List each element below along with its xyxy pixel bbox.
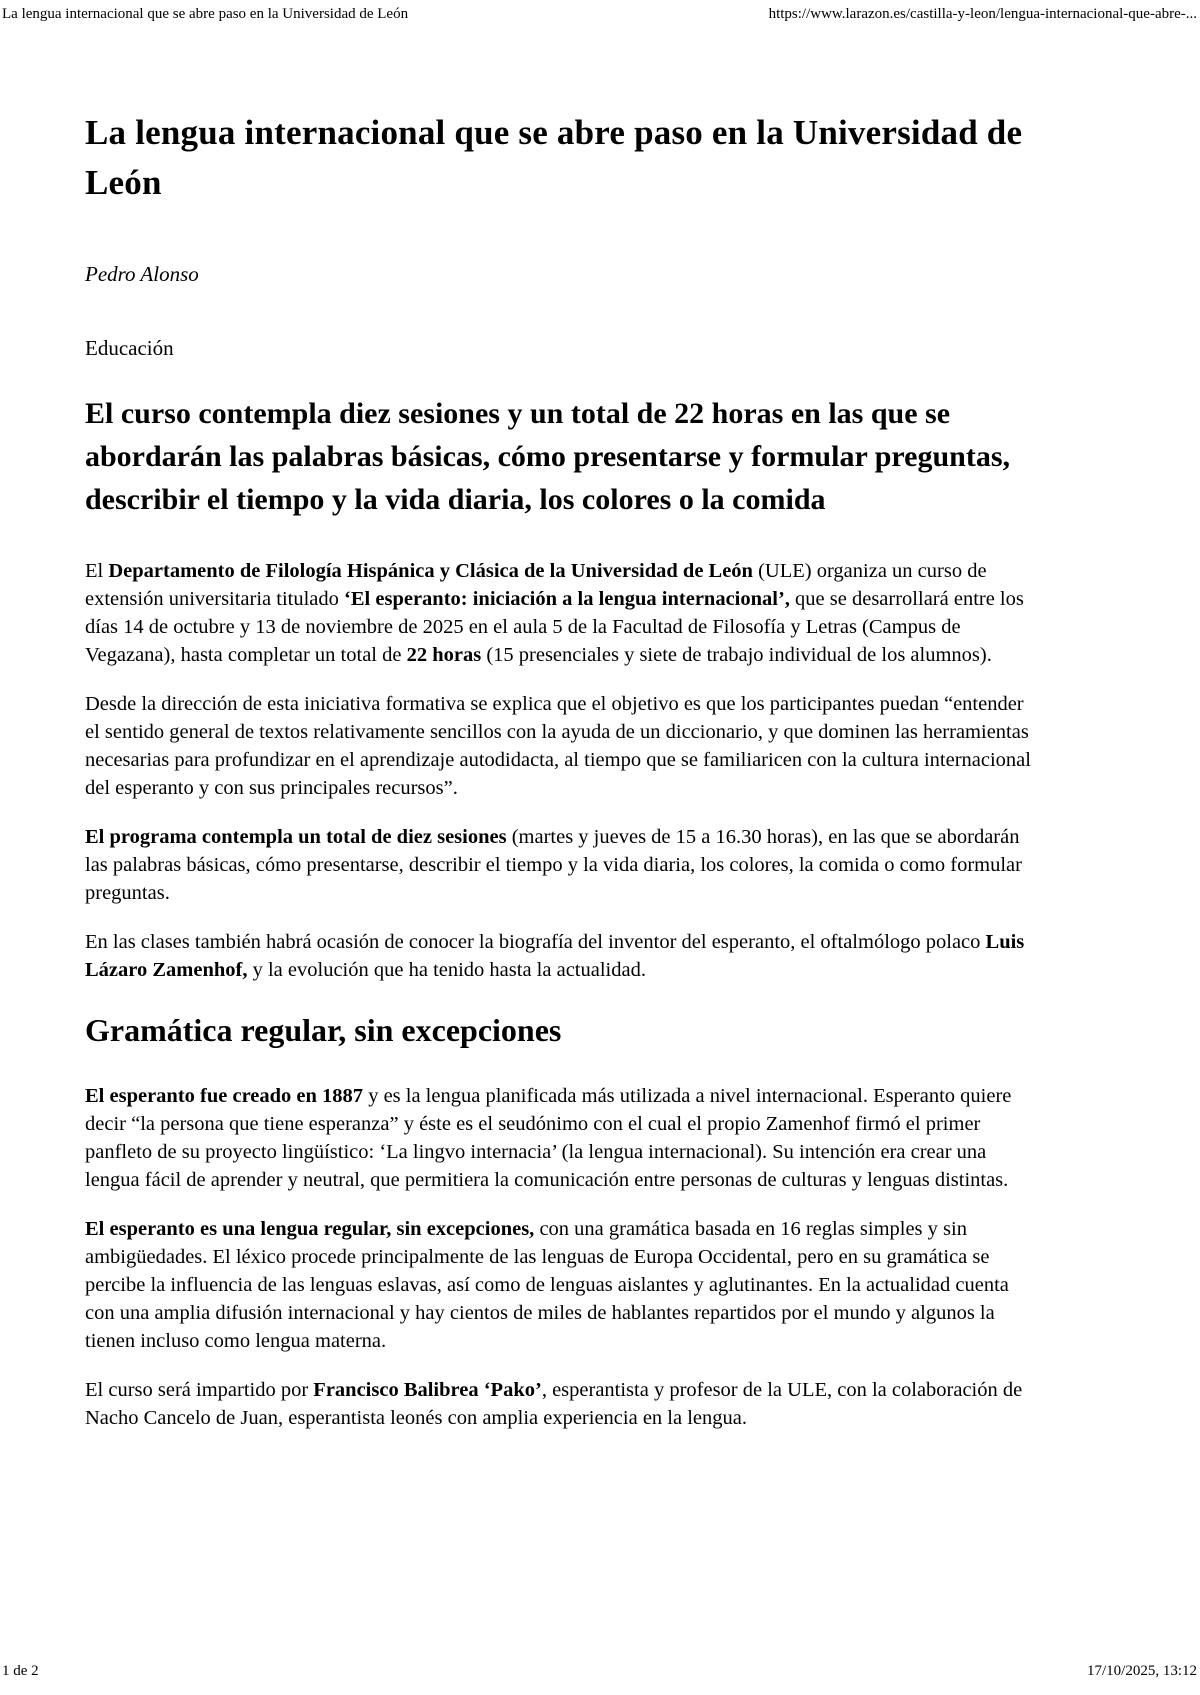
print-header bbox=[2, 4, 1197, 24]
bold-text: El esperanto fue creado en 1887 bbox=[85, 1085, 364, 1107]
print-timestamp: 17/10/2025, 13:12 bbox=[1086, 1663, 1197, 1679]
print-header-document-title: La lengua internacional que se abre paso en la Universidad de León bbox=[2, 6, 409, 22]
article-title: La lengua internacional que se abre paso en la Universidad de León bbox=[85, 113, 1023, 202]
bold-text: ‘El esperanto: iniciación a la lengua internacional’, bbox=[344, 588, 790, 610]
bold-text: El esperanto es una lengua regular, sin excepciones, bbox=[85, 1218, 535, 1240]
article-paragraph: El programa contempla un total de diez sesiones (martes y jueves de 15 a 16.30 horas), en las que se abordarán las palabras básicas, cómo presentarse, describir el tiempo y la vida diaria, los colores, la comida o como formular preguntas. bbox=[85, 826, 1022, 904]
article bbox=[85, 108, 1035, 1453]
article-paragraph: El esperanto fue creado en 1887 y es la lengua planificada más utilizada a nivel internacional. Esperanto quiere decir “la persona que tiene esperanza” y éste es el seudónimo con el cual el propio Zamenhof firmó el primer panfleto de su proyecto lingüístico: ‘La lingvo internacia’ (la lengua internacional). Su intención era crear una lengua fácil de aprender y neutral, que permitiera la comunicación entre personas de culturas y lenguas distintas. bbox=[85, 1085, 1012, 1191]
article-paragraph: El curso será impartido por Francisco Balibrea ‘Pako’, esperantista y profesor de la ULE, con la colaboración de Nacho Cancelo de Juan, esperantista leonés con amplia experiencia en la lengua. bbox=[85, 1379, 1023, 1429]
page-number-indicator: 1 de 2 bbox=[2, 1663, 39, 1679]
article-paragraph: El Departamento de Filología Hispánica y Clásica de la Universidad de León (ULE) organiza un curso de extensión universitaria titulado ‘El esperanto: iniciación a la lengua internacional’, que se desarrollará entre los días 14 de octubre y 13 de noviembre de 2025 en el aula 5 de la Facultad de Filosofía y Letras (Campus de Vegazana), hasta completar un total de 22 horas (15 presenciales y siete de trabajo individual de los alumnos). bbox=[85, 560, 1024, 666]
article-section-label: Educación bbox=[85, 336, 174, 360]
bold-text: Francisco Balibrea ‘Pako’ bbox=[313, 1379, 542, 1401]
bold-text: El programa contempla un total de diez sesiones bbox=[85, 826, 507, 848]
print-footer bbox=[2, 1661, 1197, 1681]
bold-text: 22 horas bbox=[406, 644, 482, 666]
article-paragraph: En las clases también habrá ocasión de conocer la biografía del inventor del esperanto, el oftalmólogo polaco Luis Lázaro Zamenhof, y la evolución que ha tenido hasta la actualidad. bbox=[85, 931, 1025, 981]
bold-text: Departamento de Filología Hispánica y Clásica de la Universidad de León bbox=[108, 560, 753, 582]
article-byline: Pedro Alonso bbox=[85, 262, 199, 286]
article-body bbox=[85, 557, 1035, 1432]
article-paragraph: Desde la dirección de esta iniciativa formativa se explica que el objetivo es que los participantes puedan “entender el sentido general de textos relativamente sencillos con la ayuda de un diccionario, y que dominen las herramientas necesarias para profundizar en el aprendizaje autodidacta, al tiempo que se familiaricen con la cultura internacional del esperanto y con sus principales recursos”. bbox=[85, 693, 1031, 799]
print-header-url: https://www.larazon.es/castilla-y-leon/lengua-internacional-que-abre-... bbox=[768, 6, 1197, 22]
article-standfirst: El curso contempla diez sesiones y un total de 22 horas en las que se abordarán las palabras básicas, cómo presentarse y formular preguntas, describir el tiempo y la vida diaria, los colores o la comida bbox=[85, 397, 1011, 516]
section-heading: Gramática regular, sin excepciones bbox=[85, 1012, 562, 1048]
article-paragraph: El esperanto es una lengua regular, sin excepciones, con una gramática basada en 16 reglas simples y sin ambigüedades. El léxico procede principalmente de las lenguas de Europa Occidental, pero en su gramática se percibe la influencia de las lenguas eslavas, así como de lenguas aislantes y aglutinantes. En la actualidad cuenta con una amplia difusión internacional y hay cientos de miles de hablantes repartidos por el mundo y algunos la tienen incluso como lengua materna. bbox=[85, 1218, 1009, 1352]
bold-text: Luis Lázaro Zamenhof, bbox=[85, 931, 1025, 981]
